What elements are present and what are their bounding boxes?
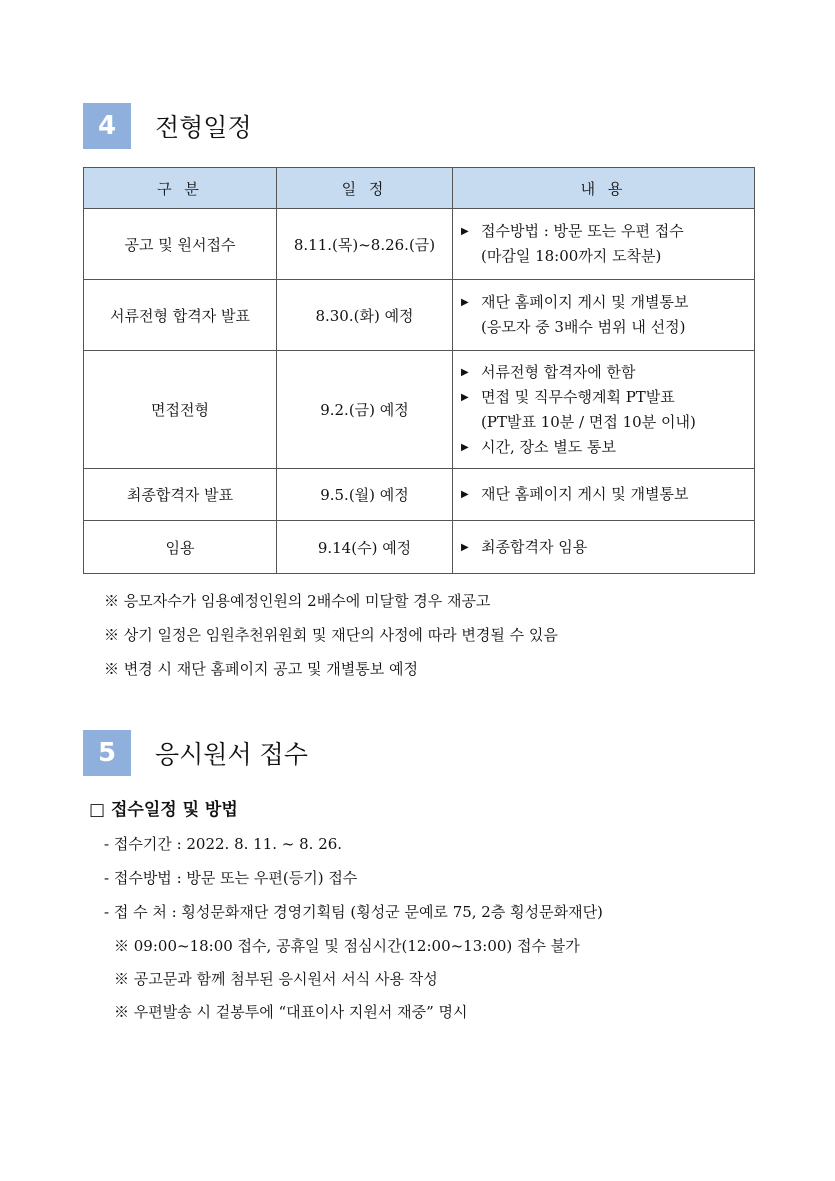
row-content [453,521,755,574]
row-date: 8.11.(목)~8.26.(금) [277,209,453,280]
table-row [84,351,755,469]
bullet-icon: ▶ [461,391,469,403]
row-content [453,469,755,521]
row-item: 서류전형 합격자에 한함 [481,362,636,381]
row-item: 접수방법 : 방문 또는 우편 접수 [481,222,684,240]
row-date: 9.2.(금) 예정 [277,351,453,469]
row-category: 최종합격자 발표 [84,469,277,521]
table-row [84,521,755,574]
row-item-sub: (응모자 중 3배수 범위 내 선정) [481,318,686,336]
note: ※ 공고문과 함께 첨부된 응시원서 서식 사용 작성 [114,970,438,988]
row-content [453,280,755,351]
row-item: 최종합격자 임용 [481,537,588,556]
row-content [453,351,755,469]
header-category: 구 분 [84,168,277,209]
row-category: 공고 및 원서접수 [84,209,277,280]
bullet-icon: ▶ [461,541,469,553]
row-item-sub: (마감일 18:00까지 도착분) [481,247,662,265]
row-item: 시간, 장소 별도 통보 [481,437,616,456]
row-category: 면접전형 [84,351,277,469]
row-item: 재단 홈페이지 게시 및 개별통보 [481,485,689,503]
bullet-icon: ▶ [461,489,469,500]
row-category: 임용 [84,521,277,574]
row-content [453,209,755,280]
note: ※ 우편발송 시 겉봉투에 “대표이사 지원서 재중” 명시 [114,1003,468,1021]
bullet-icon: ▶ [461,226,469,237]
schedule-table [83,167,755,574]
section-number: 4 [83,103,131,149]
note: ※ 09:00~18:00 접수, 공휴일 및 점심시간(12:00~13:00) 접수 불가 [114,937,580,955]
section-number: 5 [83,730,131,776]
row-item: 면접 및 직무수행계획 PT발표 [481,387,675,406]
row-date: 8.30.(화) 예정 [277,280,453,351]
row-item-sub: (PT발표 10분 / 면접 10분 이내) [481,412,696,431]
section-4-heading [83,103,252,149]
note: ※ 응모자수가 임용예정인원의 2배수에 미달할 경우 재공고 [104,592,491,610]
header-date: 일 정 [277,168,453,209]
table-row [84,209,755,280]
bullet-icon: ▶ [461,297,469,308]
section-title: 응시원서 접수 [155,740,308,769]
table-header-row [84,168,755,209]
section-title: 전형일정 [155,113,252,142]
bullet-icon: ▶ [461,366,469,378]
note: ※ 변경 시 재단 홈페이지 공고 및 개별통보 예정 [104,660,418,678]
section-5-heading [83,730,308,776]
row-date: 9.14(수) 예정 [277,521,453,574]
list-item: - 접 수 처 : 횡성문화재단 경영기획팀 (횡성군 문예로 75, 2층 횡성문화재단) [104,903,603,921]
list-item: - 접수기간 : 2022. 8. 11. ~ 8. 26. [104,835,343,853]
bullet-icon: ▶ [461,441,469,453]
table-row [84,280,755,351]
list-item: - 접수방법 : 방문 또는 우편(등기) 접수 [104,869,358,887]
row-date: 9.5.(월) 예정 [277,469,453,521]
row-item: 재단 홈페이지 게시 및 개별통보 [481,293,689,311]
row-category: 서류전형 합격자 발표 [84,280,277,351]
subheading: □ 접수일정 및 방법 [89,800,238,820]
table-row [84,469,755,521]
header-content: 내 용 [453,168,755,209]
note: ※ 상기 일정은 임원추천위원회 및 재단의 사정에 따라 변경될 수 있음 [104,626,558,644]
